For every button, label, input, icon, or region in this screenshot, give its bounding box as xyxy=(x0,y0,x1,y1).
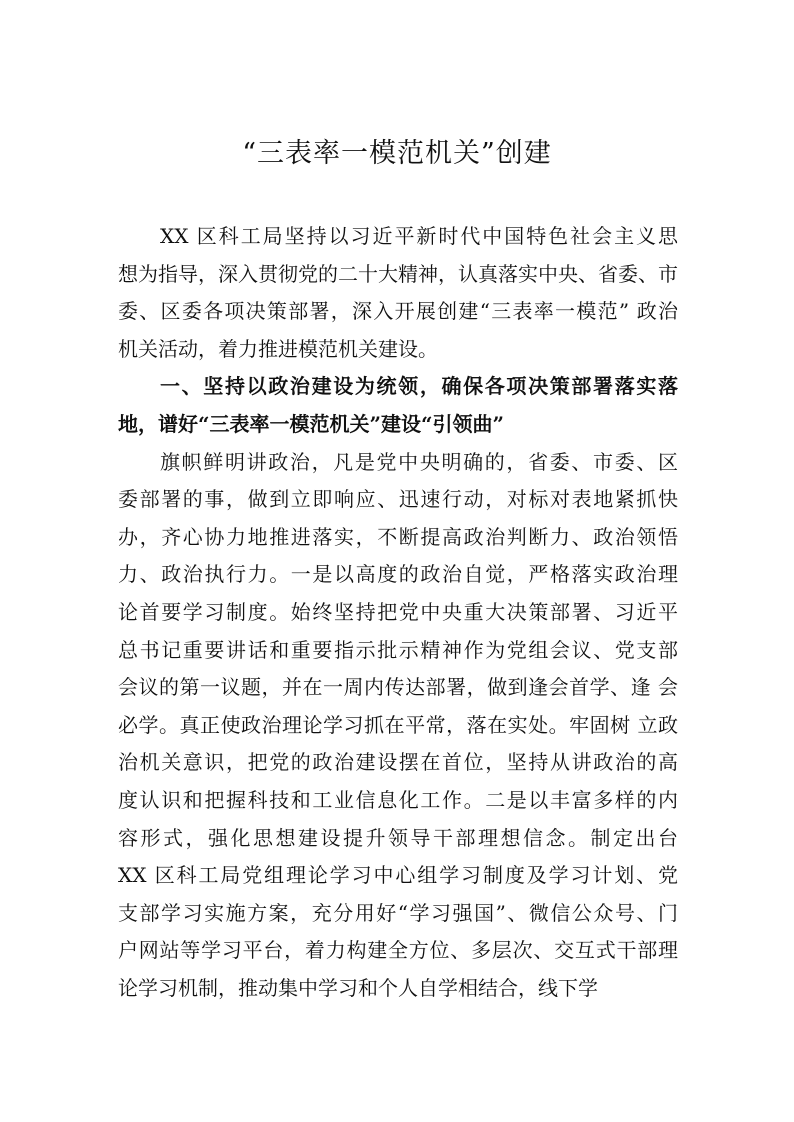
section-heading-line: 地，谱好“三表率一模范机关”建设“引领曲” xyxy=(118,411,505,436)
text-line: XX 区科工局党组理论学习中心组学习制度及学习计划、党 xyxy=(118,863,678,888)
text-line: 支部学习实施方案，充分用好“学习强国”、微信公众号、门 xyxy=(118,900,678,925)
section-heading-line: 一、坚持以政治建设为统领，确保各项决策部署落实落 xyxy=(160,374,678,399)
text-line: XX 区科工局坚持以习近平新时代中国特色社会主义思 xyxy=(160,224,678,248)
text-line: 会议的第一议题，并在一周内传达部署，做到逢会首学、逢 会 xyxy=(118,675,678,700)
text-line: 委部署的事，做到立即响应、迅速行动，对标对表地紧抓快 xyxy=(118,487,678,512)
text-line: 机关活动，着力推进模范机关建设。 xyxy=(118,336,438,361)
text-line: 想为指导，深入贯彻党的二十大精神，认真落实中央、省委、市 xyxy=(118,261,678,286)
text-line: 总书记重要讲话和重要指示批示精神作为党组会议、党支部 xyxy=(118,637,678,662)
text-line: 论首要学习制度。始终坚持把党中央重大决策部署、习近平 xyxy=(118,599,678,624)
text-line: 度认识和把握科技和工业信息化工作。二是以丰富多样的内 xyxy=(118,787,678,812)
text-line: 户网站等学习平台，着力构建全方位、多层次、交互式干部理 xyxy=(118,938,678,963)
text-line: 容形式，强化思想建设提升领导干部理想信念。制定出台 xyxy=(118,825,678,850)
text-line: 旗帜鲜明讲政治，凡是党中央明确的，省委、市委、区 xyxy=(160,449,678,474)
text-line: 治机关意识，把党的政治建设摆在首位，坚持从讲政治的高 xyxy=(118,750,678,775)
document-title: “三表率一模范机关”创建 xyxy=(242,138,552,169)
text-line: 委、区委各项决策部署，深入开展创建“三表率一模范” 政治 xyxy=(118,299,678,324)
text-line: 力、政治执行力。一是以高度的政治自觉，严格落实政治理 xyxy=(118,562,678,587)
intro-paragraph xyxy=(118,218,678,1007)
text-line: 办，齐心协力地推进落实，不断提高政治判断力、政治领悟 xyxy=(118,524,678,549)
text-line: 必学。真正使政治理论学习抓在平常，落在实处。牢固树 立政 xyxy=(118,712,678,737)
text-line: 论学习机制，推动集中学习和个人自学相结合，线下学 xyxy=(118,975,598,1000)
